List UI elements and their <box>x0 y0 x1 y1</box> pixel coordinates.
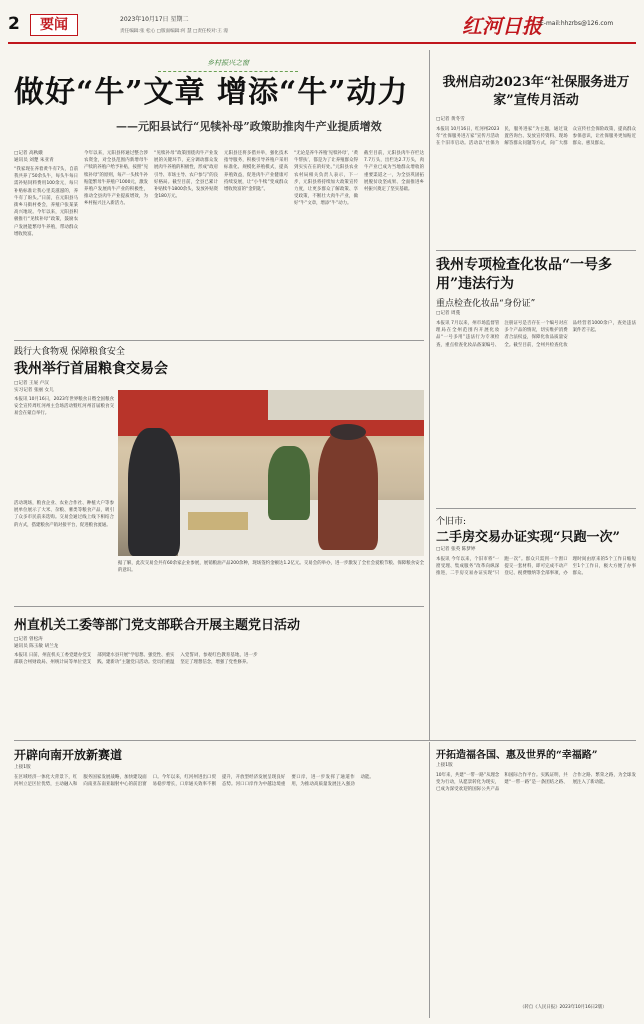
person-right <box>318 430 378 550</box>
housing-kicker: 个旧市: <box>436 517 467 527</box>
cosmetics-paragraph: 本报讯 7月以来，州市场监督管理局在全州范围内开展化妆品“一号多用”违法行为专项检查，重点检查化妆品备案编号、注册证号是否存在一个编号对应多个产品的情况，切实维护消费者合法权益，保障化妆品质量安全。截至目前，全州共检查化妆品经营者1000余户，查处违法案件若干起。 <box>436 321 636 348</box>
food-trade-paragraph: 据了解，此次交易会共有60余家企业参展，展销粮油产品200余种，现场签约金额达1.2亿元。交易会的举办，进一步激发了全社会爱粮节粮、保障粮食安全的意识。 <box>118 561 424 574</box>
housing-byline: □记者 张英 陈梦婷 <box>436 547 476 552</box>
paper-name: 红河日报 <box>462 14 542 38</box>
party-paragraph: 本报讯 日前，州直机关工委党建办党支部联合州财政局、州统计局等单位党支部到建水县开展“学思想、强党性、重实践、建新功”主题党日活动。党员们重温入党誓词，参观红色教育基地，进一步坚定了理想信念，增强了党性修养。 <box>14 653 258 666</box>
lead-paragraph: “无论是养牛养殖‘见犊补母’，‘黄牛帮扶’，都是为了让养殖群众得到实实在在的好处。”元阳县农业农村局相关负责人表示，下一步，元阳县将持续加大政策宣传力度，让更多群众了解政策、享受政策，不断壮大肉牛产业，做好“牛”文章，增添“牛”动力。 <box>294 151 358 207</box>
lead-title: 做好“牛”文章 增添“牛”动力 <box>14 75 409 110</box>
lead-paragraph: “见犊补母”政策围绕肉牛产业发展的关键环节，充分调动群众发展肉牛养殖的积极性，形成“政府引导、市场主导、农户参与”的良好格局。截至目前，全县已累计补贴犊牛1800余头，发放补贴资金180万元。 <box>154 151 218 200</box>
page-number: 2 <box>8 14 20 34</box>
column-divider <box>429 50 430 740</box>
lead-paragraph: 今年以来，元阳县将通过整合涉农资金，对全县范围内新增母牛产犊的养殖户给予补贴，按照“见犊补母”的原则，每产一头犊牛补贴能繁母牛养殖户1000元，激发养殖户发展肉牛产业的积极性，推动全县肉牛产业提质增效，为乡村振兴注入新活力。 <box>84 151 148 207</box>
trade-fair-photo <box>118 390 424 556</box>
housing-paragraph: 本报讯 今年以来，个旧市将“一窗受理、集成服务”改革向纵深推进，二手房交易办证实现“只跑一次”。群众只需到一个窗口提交一套材料，即可完成不动产登记、税费缴纳等全部事项，办理时间由原来的5个工作日缩短至1个工作日，极大方便了办事群众。 <box>436 557 636 577</box>
cosmetics-title: 我州专项检查化妆品“一号多用”违法行为 <box>436 257 613 292</box>
produce-bags <box>188 512 248 530</box>
opening-lead-note: 上接1版 <box>14 765 31 770</box>
masthead-rule <box>8 42 636 44</box>
food-trade-title: 我州举行首届粮食交易会 <box>14 361 168 377</box>
fortune-title: 开拓造福各国、惠及世界的“幸福路” <box>436 750 598 761</box>
section-divider <box>14 606 424 607</box>
fortune-paragraph: 10年来，共建“一带一路”从理念变为行动，从愿景转化为现实，已成为深受欢迎的国际公共产品和国际合作平台。实践证明，共建“一带一路”是一条团结之路、合作之路、繁荣之路，为全球发展注入了新动能。 <box>436 773 636 793</box>
social-security-byline: □记者 黄冬雪 <box>436 117 465 122</box>
cosmetics-byline: □记者 周蔓 <box>436 311 461 316</box>
person-left <box>128 428 180 556</box>
lead-byline: □记者 高秋娥 通讯员 刘楚 朱亚青 <box>14 151 54 163</box>
food-trade-paragraph: 本报讯 10月16日，2023年世界粮食日暨全国粮食安全宣传周红河州主会场活动暨红河州首届粮食交易会在蒙自举行。 <box>14 397 114 417</box>
social-security-paragraph: 本报讯 10月16日，红河州2023年“社保服务进万家”宣传月活动在个旧市启动。活动以“社保为民，服务进家”为主题，通过设置咨询台、发放宣传资料、现场解答群众问题等方式，向广大群众宣传社会保险政策，提高群众参保意识，让社保服务更加贴近群众、惠及群众。 <box>436 127 636 147</box>
column-divider <box>429 742 430 1018</box>
opening-paragraph: 在区域经济一体化大背景下，红河州立足区位优势，主动融入和服务国家发展战略，加快建设面向南亚东南亚辐射中心的前沿窗口。今年以来，红河州进出口贸易稳步增长，口岸通关效率不断提升，开放型经济发展呈现良好态势。河口口岸作为中越边境重要口岸，进一步发挥了通道作用，为推动高质量发展注入强劲动能。 <box>14 775 374 788</box>
opening-title: 开辟向南开放新赛道 <box>14 748 123 762</box>
party-byline: □记者 曾松涛 通讯员 陈玉敏 胡兰龙 <box>14 637 59 649</box>
party-title: 州直机关工委等部门党支部联合开展主题党日活动 <box>14 618 301 633</box>
sky-area <box>268 390 424 420</box>
date-line: 2023年10月17日 星期二 <box>120 16 189 23</box>
social-security-title: 我州启动2023年“社保服务进万家”宣传月活动 <box>442 75 630 108</box>
food-trade-byline: □记者 王屁 卢汉 实习记者 张丽 女儿 <box>14 381 54 393</box>
fortune-lead-note: 上接1版 <box>436 763 453 768</box>
section-label: 要闻 <box>30 14 78 36</box>
cosmetics-subtitle: 重点检查化妆品“身份证” <box>436 299 536 309</box>
lead-paragraph: 截至目前，元阳县肉牛存栏达7.7万头，出栏达2.7万头，肉牛产业已成为当地群众增收的重要渠道之一，为全县巩固拓展脱贫攻坚成果、全面推进乡村振兴奠定了坚实基础。 <box>364 151 424 193</box>
section-divider <box>436 250 636 251</box>
lead-paragraph: “我家现在养着黄牛有7头，自前我共养了50余头牛，每头牛每日需补贴饲料费用100余元，每只补贴标准让我心里美滋滋的，养牛有了盼头。”日前，在元阳县马街乡马街村委会，养殖户张某某高兴地说。今年以来，元阳县积极推行“见犊补母”政策，鼓励农户发展能繁母牛养殖，带动群众增收致富。 <box>14 167 78 237</box>
food-trade-kicker: 践行大食物观 保障粮食安全 <box>14 347 125 357</box>
lead-subtitle: ——元阳县试行“见犊补母”政策助推肉牛产业提质增效 <box>116 120 382 133</box>
housing-title: 二手房交易办证实现“只跑一次” <box>436 530 620 545</box>
food-trade-paragraph: 活动现场，粮食企业、农业合作社、种植大户等参展单位展示了大米、杂粮、薯类等粮食产品，吸引了众多市民前来选购。交易会通过线上线下相结合的方式，搭建粮食产销对接平台，促进粮食流通。 <box>14 501 114 528</box>
fortune-footnote: （转自《人民日报》2023年10月16日2版） <box>520 1005 607 1010</box>
hat <box>330 424 366 440</box>
person-center <box>268 446 310 520</box>
email: E-mail:hhzrbs@126.com <box>540 20 614 27</box>
lead-paragraph: 元阳县还将多措并举，强化技术指导服务，积极引导养殖户采用标准化、规模化养殖模式，提高养殖效益，促进肉牛产业健康可持续发展，让“小牛犊”变成群众增收致富的“金钥匙”。 <box>224 151 288 193</box>
section-divider <box>14 340 424 341</box>
section-divider <box>14 740 636 741</box>
lead-banner: 乡村振兴之窗 <box>158 58 298 72</box>
editors-line: 责任编辑:张 松心 □版面编辑:何 慧 □责任校对:王 漫 <box>120 29 228 34</box>
section-divider <box>436 508 636 509</box>
